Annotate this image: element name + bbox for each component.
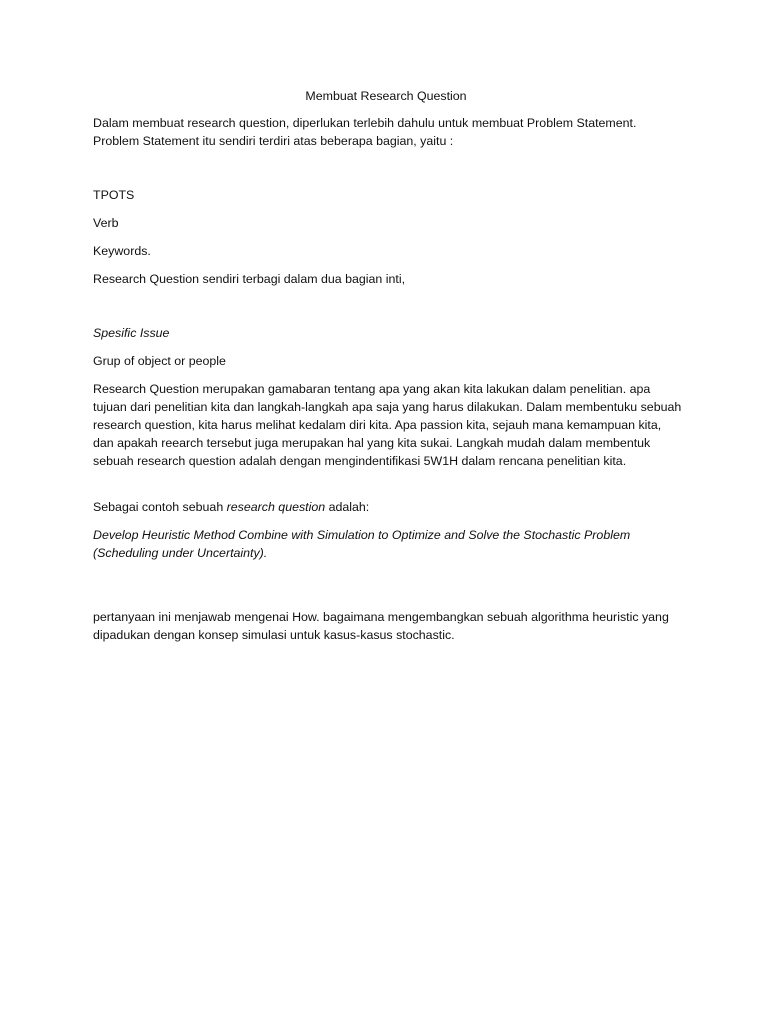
example-prefix: Sebagai contoh sebuah	[93, 500, 227, 514]
group-label: Grup of object or people	[93, 354, 226, 368]
intro-paragraph: Dalam membuat research question, diperlukan terlebih dahulu untuk membuat Problem Statement. Problem Statement itu sendiri terdiri atas beberapa bagian, yaitu :	[93, 116, 637, 148]
example-intro	[93, 498, 683, 516]
research-question-intro: Research Question sendiri terbagi dalam dua bagian inti,	[93, 272, 406, 286]
document-title: Membuat Research Question	[305, 89, 467, 103]
list-item-verb: Verb	[93, 216, 119, 230]
list-item-tpots: TPOTS	[93, 188, 135, 202]
closing-paragraph: pertanyaan ini menjawab mengenai How. bagaimana mengembangkan sebuah algorithma heuristic yang dipadukan dengan konsep simulasi untuk kasus-kasus stochastic.	[93, 610, 669, 642]
example-question: Develop Heuristic Method Combine with Simulation to Optimize and Solve the Stochastic Problem (Scheduling under Uncertainty).	[93, 528, 631, 560]
example-suffix: adalah:	[325, 500, 370, 514]
document-body	[93, 87, 683, 644]
list-item-keywords: Keywords.	[93, 244, 151, 258]
specific-issue-label: Spesific Issue	[93, 326, 170, 340]
example-emphasis: research question	[226, 500, 326, 514]
description-paragraph: Research Question merupakan gamabaran tentang apa yang akan kita lakukan dalam penelitian. apa tujuan dari penelitian kita dan langkah-langkah apa saja yang harus dilakukan. Dalam membentuku sebuah research question, kita harus melihat kedalam diri kita. Apa passion kita, sejauh mana kemampuan kita, dan apakah reearch tersebut juga merupakan hal yang kita sukai. Langkah mudah dalam membentuk sebuah research question adalah dengan mengindentifikasi 5W1H dalam rencana penelitian kita.	[93, 382, 682, 468]
